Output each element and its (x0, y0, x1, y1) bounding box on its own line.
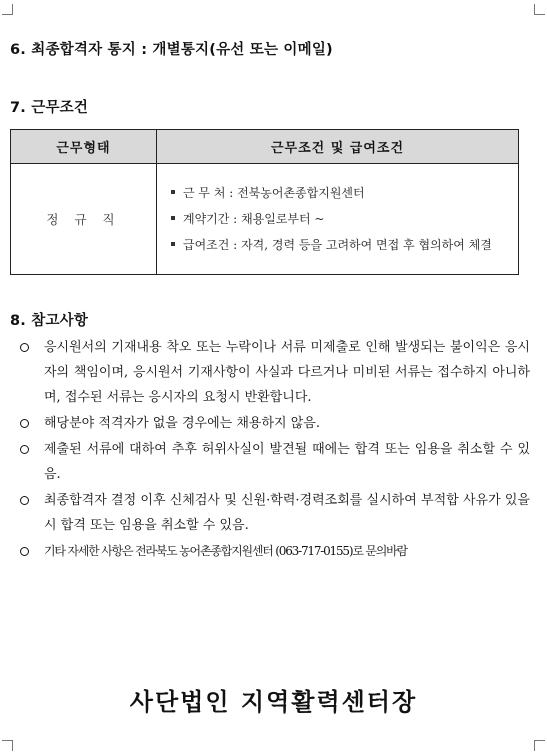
section-heading-notice: 6. 최종합격자 통지 : 개별통지(유선 또는 이메일) (10, 42, 333, 58)
corner-mark (2, 4, 13, 15)
list-item (20, 539, 530, 564)
condition-item-salary (167, 232, 517, 258)
condition-value: 채용일로부터 ~ (241, 212, 325, 226)
condition-value: 전북농어촌종합지원센터 (237, 186, 365, 200)
square-bullet-icon (171, 190, 175, 194)
list-item (20, 411, 530, 436)
note-text: 해당분야 적격자가 없을 경우에는 채용하지 않음. (44, 416, 320, 431)
condition-item-contract (167, 206, 517, 232)
signature-title: 사단법인 지역활력센터장 (129, 687, 418, 716)
corner-mark (2, 740, 13, 751)
circle-bullet-icon (20, 496, 29, 505)
condition-item-workplace (167, 180, 517, 206)
note-text: 응시원서의 기재내용 착오 또는 누락이나 서류 미제출로 인해 발생되는 불이익은 응시자의 책임이며, 응시원서 기재사항이 사실과 다르거나 미비된 서류는 접수하지 아니하며, 접수된 서류는 응시자의 요청시 반환합니다. (44, 340, 530, 405)
circle-bullet-icon (20, 343, 29, 352)
work-conditions-table (10, 129, 519, 275)
circle-bullet-icon (20, 445, 29, 454)
condition-value: 자격, 경력 등을 고려하여 면접 후 협의하여 체결 (241, 238, 492, 252)
section-heading-conditions: 7. 근무조건 (10, 100, 89, 116)
circle-bullet-icon (20, 419, 29, 428)
section-heading-notes: 8. 참고사항 (10, 313, 89, 329)
note-text: 기타 자세한 사항은 전라북도 농어촌종합지원센터 (063-717-0155)로 문의바람 (44, 544, 407, 558)
condition-label: 급여조건 : (183, 238, 238, 252)
list-item (20, 488, 530, 538)
table-row (11, 164, 519, 275)
table-header-row (11, 130, 519, 164)
note-text: 최종합격자 결정 이후 신체검사 및 신원·학력·경력조회를 실시하여 부적합 사유가 있을 시 합격 또는 임용을 취소할 수 있음. (44, 493, 530, 533)
conditions-list (167, 180, 517, 258)
note-text: 제출된 서류에 대하여 추후 허위사실이 발견될 때에는 합격 또는 임용을 취소할 수 있음. (44, 442, 530, 482)
table-header-conditions: 근무조건 및 급여조건 (157, 130, 519, 164)
square-bullet-icon (171, 242, 175, 246)
condition-label: 계약기간 : (183, 212, 238, 226)
table-header-type: 근무형태 (11, 130, 157, 164)
corner-mark (534, 740, 545, 751)
square-bullet-icon (171, 216, 175, 220)
conditions-cell (157, 164, 519, 275)
list-item (20, 335, 530, 410)
employment-type-cell: 정 규 직 (11, 164, 157, 275)
list-item (20, 437, 530, 487)
notes-list (20, 335, 530, 565)
circle-bullet-icon (20, 547, 29, 556)
condition-label: 근 무 처 : (183, 186, 234, 200)
corner-mark (534, 4, 545, 15)
